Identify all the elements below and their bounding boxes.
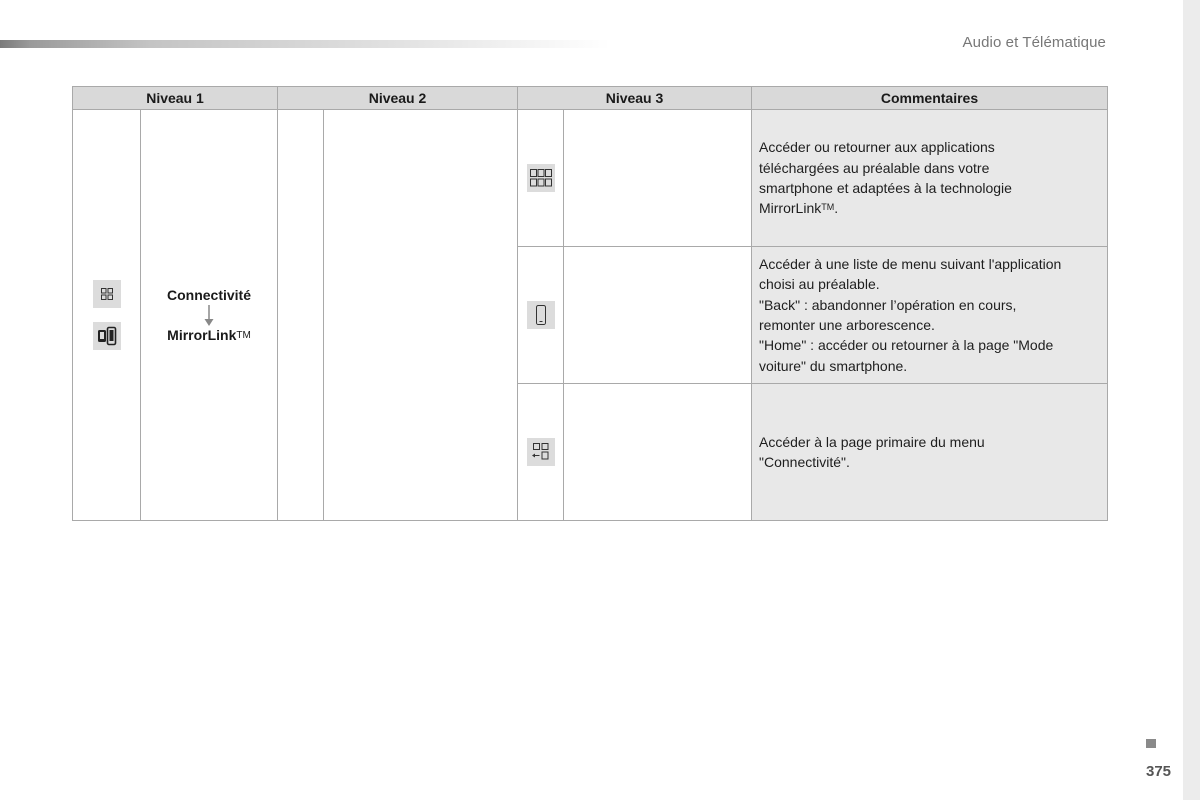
section-title: Audio et Télématique [962, 34, 1106, 51]
mirrorlink-phone-icon [93, 322, 121, 350]
comment-cell [752, 110, 1108, 247]
comment-line: voiture" du smartphone. [759, 357, 908, 374]
comment-line: "Home" : accéder ou retourner à la page "Mode [759, 337, 1054, 354]
comment-line: Accéder à une liste de menu suivant l'application [759, 256, 1062, 273]
comment-line: "Connectivité". [759, 454, 850, 470]
connectivity-grid-icon [93, 280, 121, 308]
comment-line: remonter une arborescence. [759, 317, 935, 333]
level3-icon-cell [518, 384, 564, 521]
comment-line: téléchargées au préalable dans votre [759, 159, 990, 176]
comment-cell [752, 247, 1108, 384]
column-header-commentaires: Commentaires [752, 87, 1108, 110]
back-to-menu-icon [527, 438, 555, 466]
page-edge [1183, 0, 1200, 800]
level2-icon-cell [278, 110, 324, 521]
header-gradient-bar [0, 40, 610, 48]
comment-cell [752, 384, 1108, 521]
comment-line: "Back" : abandonner l’opération en cours, [759, 296, 1017, 313]
comment-line: smartphone et adaptées à la technologie [759, 180, 1012, 196]
comment-line: Accéder ou retourner aux applications [759, 139, 995, 156]
level3-label-cell [564, 384, 752, 521]
level1-icon-cell [73, 110, 141, 521]
level1-label-mirrorlink: MirrorLink™ [167, 327, 251, 343]
comment-line: choisi au préalable. [759, 276, 880, 293]
level2-label-cell [324, 110, 518, 521]
level1-label-cell [141, 110, 278, 521]
level3-icon-cell [518, 110, 564, 247]
column-header-niveau-2: Niveau 2 [278, 87, 518, 110]
level3-icon-cell [518, 247, 564, 384]
apps-grid-icon [527, 164, 555, 192]
column-header-niveau-1: Niveau 1 [73, 87, 278, 110]
comment-line: MirrorLink™. [759, 200, 839, 217]
level3-label-cell [564, 247, 752, 384]
table-header-row [73, 87, 1108, 110]
down-arrow-icon [141, 305, 277, 325]
menu-table [72, 86, 1108, 521]
page-number: 375 [1146, 763, 1172, 780]
column-header-niveau-3: Niveau 3 [518, 87, 752, 110]
smartphone-icon [527, 301, 555, 329]
level3-label-cell [564, 110, 752, 247]
comment-line: Accéder à la page primaire du menu [759, 433, 985, 450]
level1-label-connectivite: Connectivité [166, 287, 251, 303]
page-marker [1146, 739, 1156, 748]
table-row [73, 110, 1108, 247]
